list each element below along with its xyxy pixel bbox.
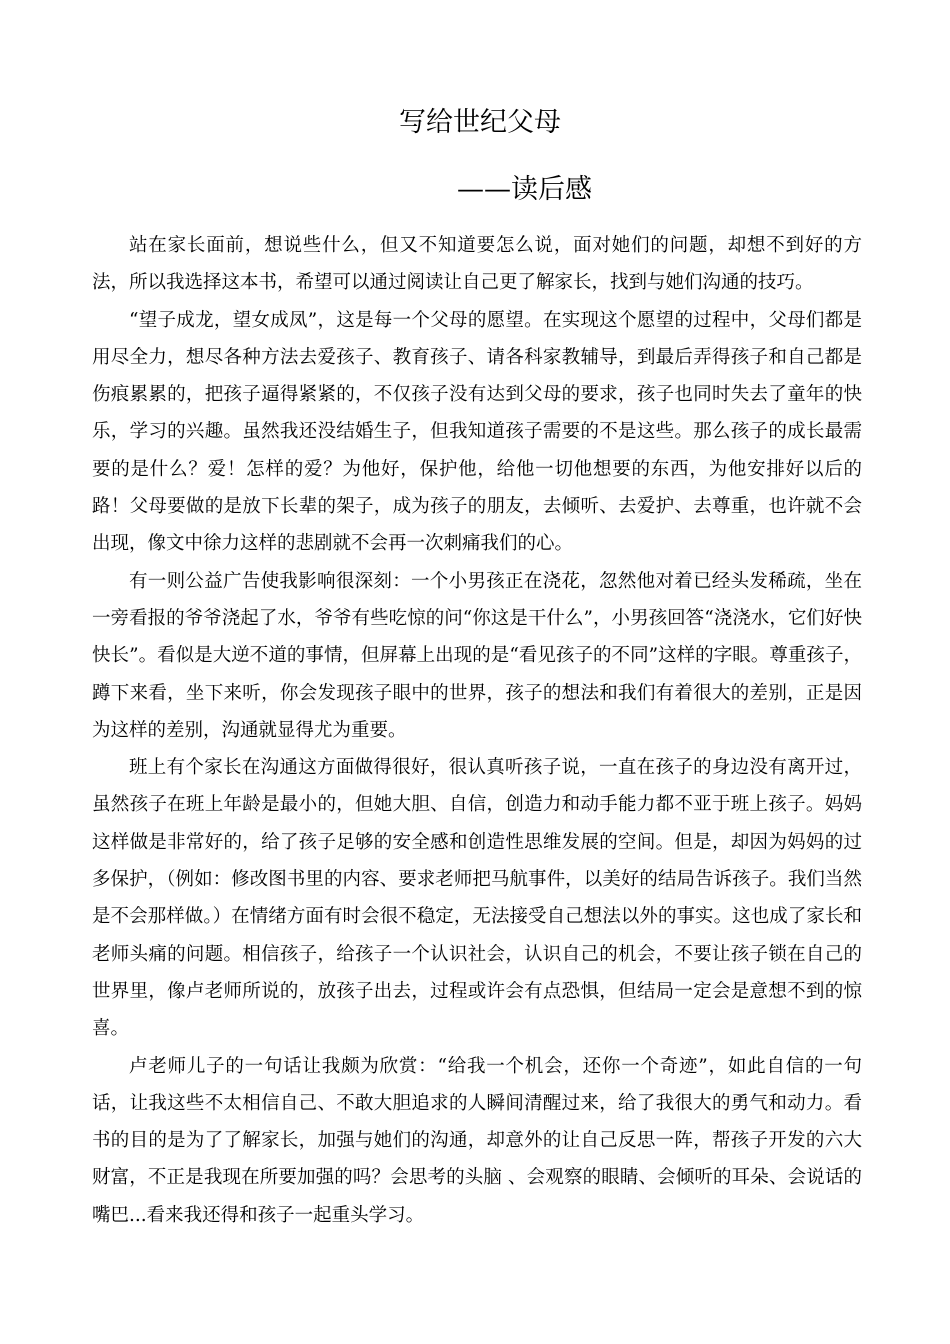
paragraph-1: 站在家长面前，想说些什么，但又不知道要怎么说，面对她们的问题，却想不到好的方法，所以我选择这本书，希望可以通过阅读让自己更了解家长，找到与她们沟通的技巧。 — [92, 235, 862, 294]
paragraph-4: 班上有个家长在沟通这方面做得很好，很认真听孩子说，一直在孩子的身边没有离开过，虽然孩子在班上年龄是最小的，但她大胆、自信，创造力和动手能力都不亚于班上孩子。妈妈这样做是非常好的，给了孩子足够的安全感和创造性思维发展的空间。但是，却因为妈妈的过多保护，（例如：修改图书里的内容、要求老师把马航事件，以美好的结局告诉孩子。我们当然是不会那样做。）在情绪方面有时会很不稳定，无法接受自己想法以外的事实。这也成了家长和老师头痛的问题。相信孩子，给孩子一个认识社会，认识自己的机会，不要让孩子锁在自己的世界里，像卢老师所说的，放孩子出去，过程或许会有点恐惧，但结局一定会是意想不到的惊喜。 — [92, 757, 862, 1040]
document-body — [92, 227, 862, 1234]
paragraph-3: 有一则公益广告使我影响很深刻：一个小男孩正在浇花，忽然他对着已经头发稀疏，坐在一旁看报的爷爷浇起了水，爷爷有些吃惊的问“你这是干什么”，小男孩回答“浇浇水，它们好快快长”。看似是大逆不道的事情，但屏幕上出现的是“看见孩子的不同”这样的字眼。尊重孩子，蹲下来看，坐下来听，你会发现孩子眼中的世界，孩子的想法和我们有着很大的差别，正是因为这样的差别，沟通就显得尤为重要。 — [92, 570, 862, 741]
paragraph-2: “望子成龙，望女成凤”，这是每一个父母的愿望。在实现这个愿望的过程中，父母们都是用尽全力，想尽各种方法去爱孩子、教育孩子、请各科家教辅导，到最后弄得孩子和自己都是伤痕累累的，把孩子逼得紧紧的，不仅孩子没有达到父母的要求，孩子也同时失去了童年的快乐，学习的兴趣。虽然我还没结婚生子，但我知道孩子需要的不是这些。那么孩子的成长最需要的是什么？爱！怎样的爱？为他好，保护他，给他一切他想要的东西，为他安排好以后的路！父母要做的是放下长辈的架子，成为孩子的朋友，去倾听、去爱护、去尊重，也许就不会出现，像文中徐力这样的悲剧就不会再一次刺痛我们的心。 — [92, 309, 862, 555]
document-title: 写给世纪父母 — [399, 107, 561, 138]
paragraph-5: 卢老师儿子的一句话让我颇为欣赏：“给我一个机会，还你一个奇迹”，如此自信的一句话，让我这些不太相信自己、不敢大胆追求的人瞬间清醒过来，给了我很大的勇气和动力。看书的目的是为了了解家长，加强与她们的沟通，却意外的让自己反思一阵，帮孩子开发的六大财富，不正是我现在所要加强的吗？会思考的头脑 、会观察的眼睛、会倾听的耳朵、会说话的嘴巴...看来我还得和孩子一起重头学习。 — [92, 1055, 862, 1226]
document-subtitle: ——读后感 — [457, 174, 592, 205]
